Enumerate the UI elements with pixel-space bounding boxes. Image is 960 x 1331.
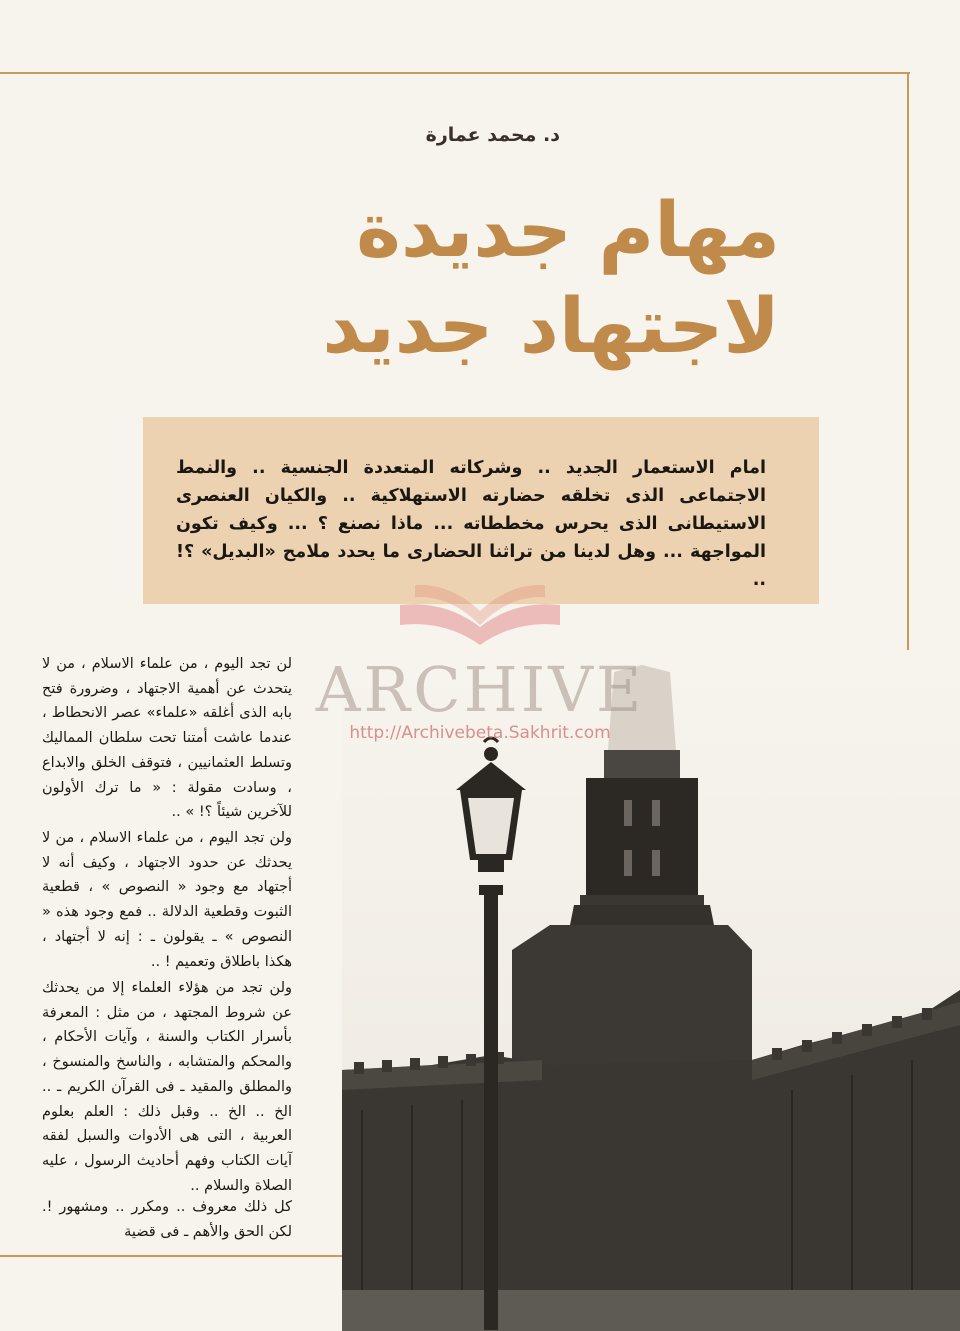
frame-bottom-rule [0,1255,345,1257]
title-line-2: لاجتهاد جديد [322,281,780,370]
body-paragraph-3: ولن تجد من هؤلاء العلماء إلا من يحدثك عن شروط المجتهد ، من مثل : المعرفة بأسرار الكتاب والسنة ، وآيات الأحكام ، والمحكم والمتشابه ، والناسخ والمنسوخ ، والمطلق والمقيد ـ فى القرآن الكريم ـ .. الخ .. الخ .. وقبل ذلك : العلم بعلوم العربية ، التى هى الأدوات والسبل لفقه آيات الكتاب وفهم أحاديث الرسول ، عليه الصلاة والسلام .. [42,980,292,1194]
title-line-1: مهام جديدة [356,185,780,274]
body-paragraph-1: لن تجد اليوم ، من علماء الاسلام ، من لا يتحدث عن أهمية الاجتهاد ، وضرورة فتح بابه الذى أغلقه «علماء» عصر الانحطاط ، عندما عاشت أمتنا تحت سلطان المماليك وتسلط العثمانيين ، فتوقف الخلق والابداع ، وسادت مقولة : « ما ترك الأولون للآخرين شيئاً ؟! » .. [42,656,292,821]
frame-top-rule [0,72,910,74]
body-paragraph-2: ولن تجد اليوم ، من علماء الاسلام ، من لا يحدثك عن حدود الاجتهاد ، وكيف أنه لا أجتهاد مع وجود « النصوص » ، قطعية الثبوت وقطعية الدلالة .. فمع وجود هذه « النصوص » ـ يقولون ـ : إنه لا أجتهاد ، هكذا باطلاق وتعميم ! .. [42,830,292,970]
body-paragraph-4: كل ذلك معروف .. ومكرر .. ومشهور !. لكن الحق والأهم ـ فى قضية [42,1199,292,1240]
archive-watermark [300,575,660,755]
book-logo-icon [390,575,570,655]
watermark-url: http://Archivebeta.Sakhrit.com [349,723,611,743]
author-byline: د. محمد عمارة [425,124,560,146]
watermark-name: ARCHIVE [315,653,645,726]
intro-text: امام الاستعمار الجديد .. وشركاته المتعددة الجنسية .. والنمط الاجتماعى الذى تخلقه حضارته الاستهلاكية .. والكيان العنصرى الاستيطانى الذى يحرس مخططاته ... ماذا نصنع ؟ ... وكيف تكون المواجهة ... وهل لدينا من تراثنا الحضارى ما يحدد ملامح «البديل» ؟! .. [176,458,766,590]
